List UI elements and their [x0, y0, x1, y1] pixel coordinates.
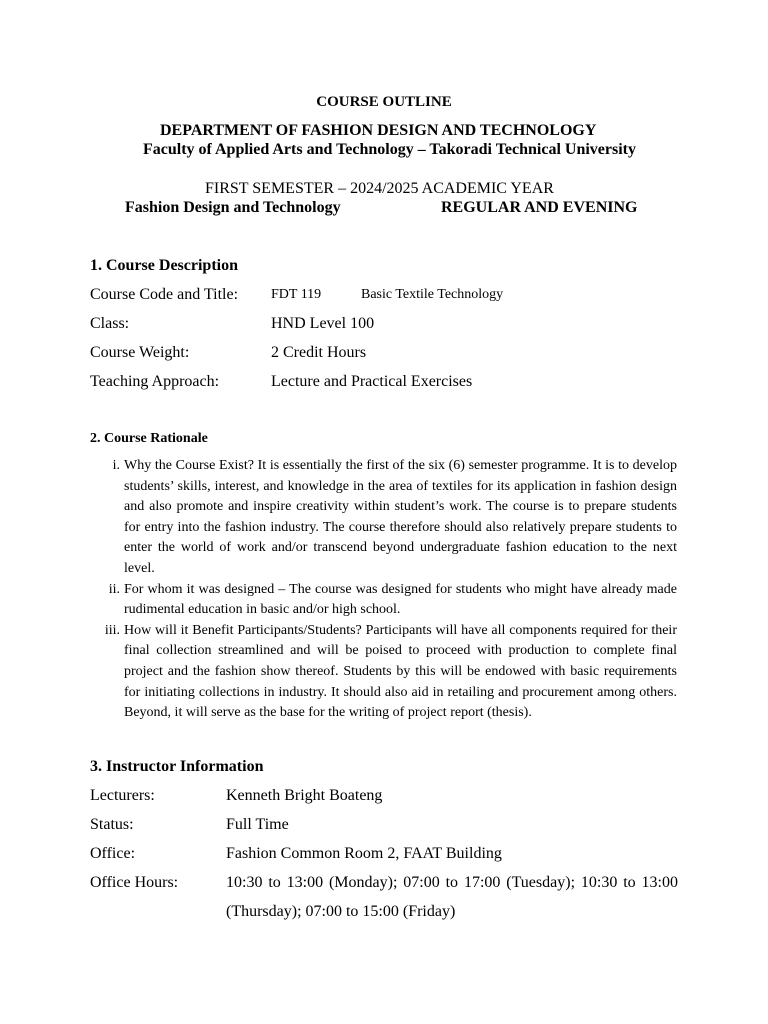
rationale-item-text: How will it Benefit Participants/Students? Participants will have all components required for their final collection streamlined and will be poised to proceed with production to complete final project and the fashion show thereof. Students by this will be endowed with basic requirements for initiating collections in industry. It should also aid in retailing and procurement among others. Beyond, it will serve as the base for the writing of project report (thesis). [124, 622, 677, 721]
rationale-item-number: ii. [108, 581, 120, 597]
rationale-item-number: i. [112, 458, 120, 473]
faculty-name: Faculty of Applied Arts and Technology – Takoradi Technical University [143, 141, 636, 158]
semester-line: FIRST SEMESTER – 2024/2025 ACADEMIC YEAR [205, 180, 554, 197]
class-label: Class: [90, 315, 130, 332]
office-label: Office: [90, 845, 136, 862]
lecturers-value: Kenneth Bright Boateng [226, 787, 383, 804]
course-description-heading: 1. Course Description [90, 257, 238, 274]
lecturers-label: Lecturers: [90, 787, 155, 804]
teaching-approach-value: Lecture and Practical Exercises [271, 373, 473, 390]
programme-name: Fashion Design and Technology [125, 199, 341, 216]
teaching-approach-label: Teaching Approach: [90, 373, 220, 390]
office-hours-label: Office Hours: [90, 874, 179, 891]
office-value: Fashion Common Room 2, FAAT Building [226, 845, 502, 862]
document-title: COURSE OUTLINE [316, 94, 452, 110]
course-title: Basic Textile Technology [361, 287, 504, 302]
rationale-item-number: iii. [104, 622, 120, 638]
course-code-label: Course Code and Title: [90, 286, 239, 303]
status-value: Full Time [226, 816, 289, 833]
rationale-item [104, 621, 677, 724]
rationale-item [108, 580, 677, 621]
course-weight-value: 2 Credit Hours [271, 344, 367, 361]
status-label: Status: [90, 816, 134, 833]
office-hours-value: 10:30 to 13:00 (Monday); 07:00 to 17:00 (Tuesday); 10:30 to 13:00 (Thursday); 07:00 to 15:00 (Friday) [226, 874, 678, 920]
department-name: DEPARTMENT OF FASHION DESIGN AND TECHNOLOGY [160, 122, 597, 139]
course-weight-label: Course Weight: [90, 344, 190, 361]
class-value: HND Level 100 [271, 315, 375, 332]
rationale-item [112, 456, 677, 580]
course-rationale-heading: 2. Course Rationale [90, 431, 208, 446]
study-mode: REGULAR AND EVENING [441, 199, 638, 216]
instructor-heading: 3. Instructor Information [90, 758, 264, 775]
rationale-item-text: For whom it was designed – The course was designed for students who might have already made rudimental education in basic and/or high school. [124, 581, 677, 618]
rationale-item-text: Why the Course Exist? It is essentially the first of the six (6) semester programme. It is to develop students’ skills, interest, and knowledge in the area of textiles for its application in fashion design and also promote and inspire creativity within student’s work. The course is to prepare students for entry into the fashion industry. The course therefore should also relatively prepare students to enter the world of work and/or transcend beyond undergraduate fashion education to the next level. [124, 458, 677, 576]
rationale-list [104, 456, 677, 724]
course-code: FDT 119 [271, 287, 322, 302]
